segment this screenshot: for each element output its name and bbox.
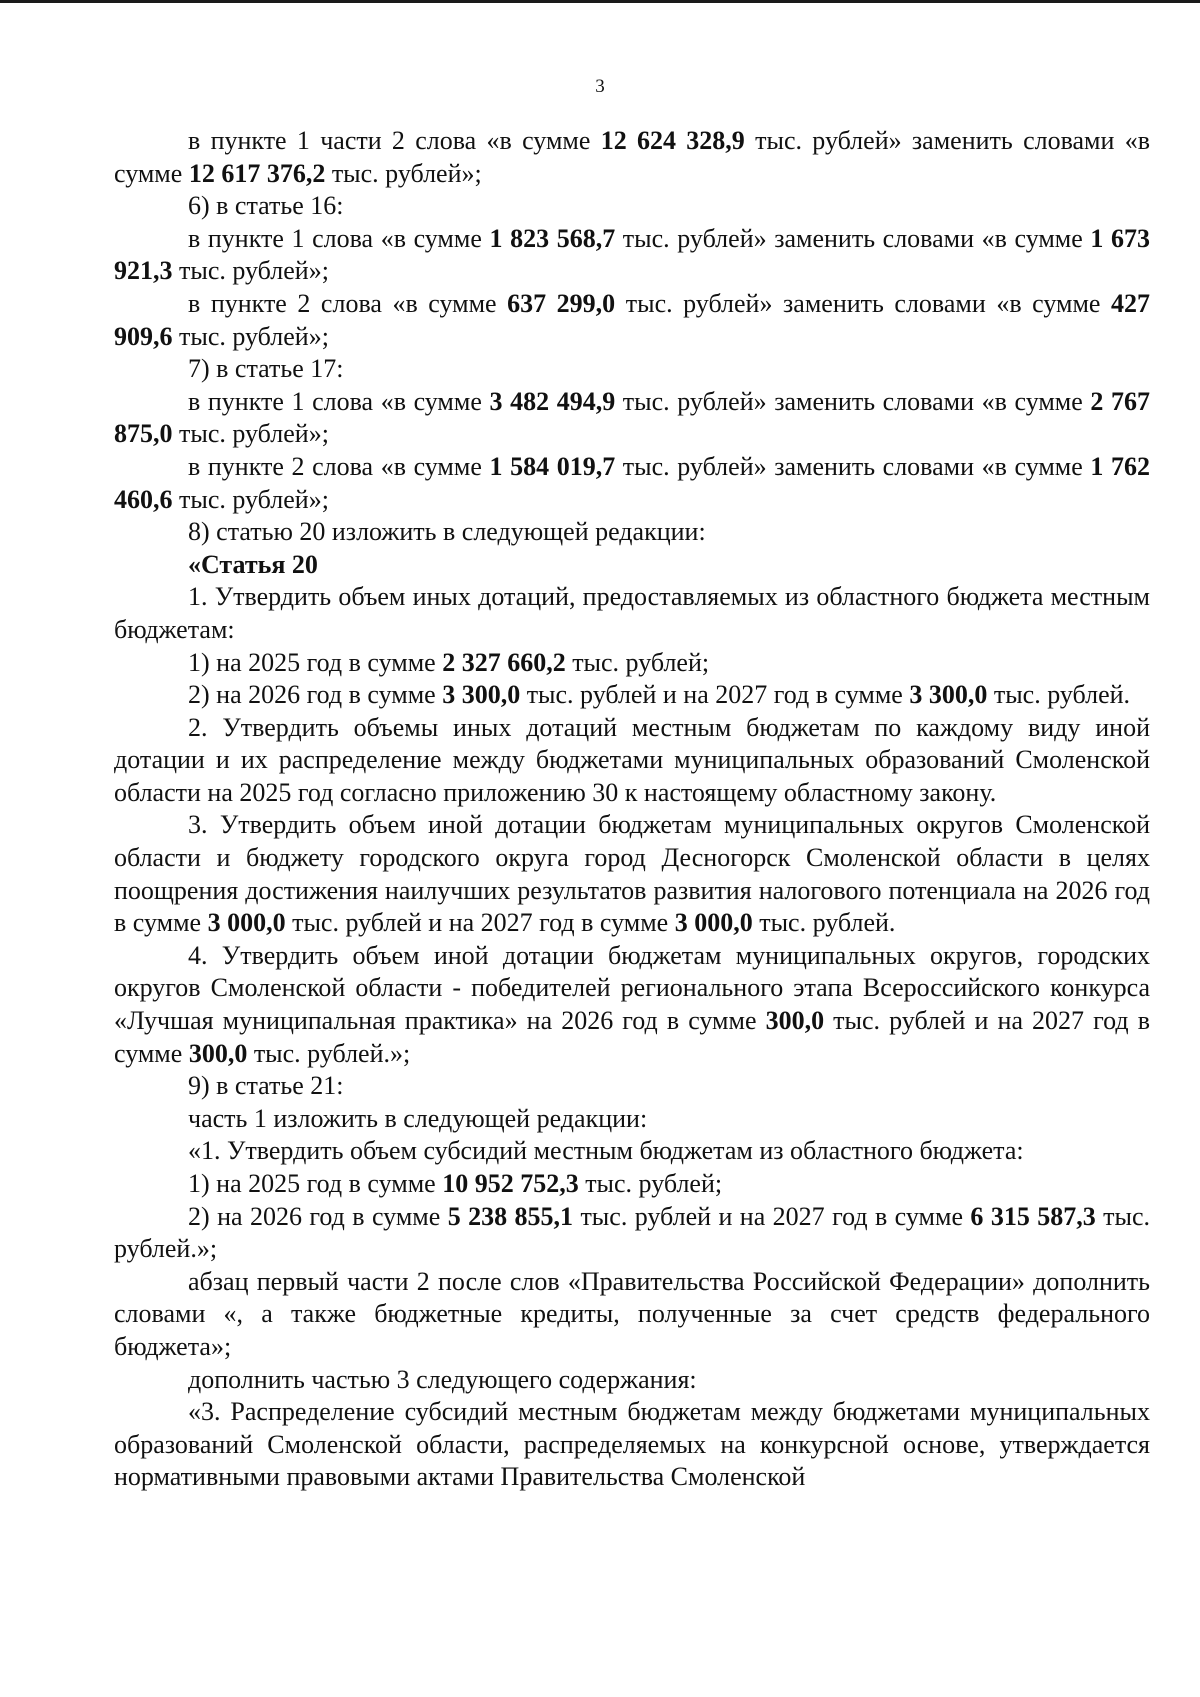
text-run: 2) на 2026 год в сумме — [188, 1201, 448, 1231]
bold-amount: 427 909,6 — [114, 288, 1150, 351]
bold-amount: 3 300,0 — [442, 680, 521, 710]
paragraph — [114, 1364, 1150, 1397]
text-run: тыс. рублей. — [752, 908, 896, 938]
text-run: 7) в статье 17: — [188, 354, 344, 384]
text-run: дополнить частью 3 следующего содержания: — [188, 1364, 697, 1394]
text-run: 2) на 2026 год в сумме — [188, 680, 443, 710]
text-run: тыс. рублей и на 2027 год в сумме — [114, 1006, 1150, 1068]
bold-amount: 1 762 460,6 — [114, 451, 1151, 514]
document-body — [114, 125, 1150, 1494]
text-run: в пункте 2 слова «в сумме — [188, 288, 508, 318]
text-run: тыс. рублей; — [565, 647, 710, 677]
paragraph — [114, 940, 1150, 1070]
bold-amount: 1 584 019,7 — [489, 451, 616, 481]
paragraph — [114, 386, 1150, 451]
text-run: тыс. рублей» заменить словами «в сумме — [615, 386, 1091, 416]
paragraph — [114, 712, 1150, 810]
paragraph — [114, 125, 1150, 190]
paragraph — [114, 1135, 1150, 1168]
text-run: тыс. рублей»; — [172, 321, 329, 351]
paragraph — [114, 581, 1150, 646]
paragraph — [114, 288, 1150, 353]
text-run: 8) статью 20 изложить в следующей редакции: — [188, 517, 706, 547]
text-run: 3. Утвердить объем иной дотации бюджетам муниципальных округов Смоленской области и бюджету городского округа город Десногорск Смоленской области в целях поощрения достижения наилучших результатов развития налогового потенциала на 2026 год в сумме — [114, 810, 1150, 938]
text-run: 1) на 2025 год в сумме — [188, 1169, 443, 1198]
bold-amount: 12 617 376,2 — [188, 158, 326, 188]
paragraph — [114, 809, 1150, 939]
bold-amount: 637 299,0 — [507, 288, 616, 318]
text-run: «3. Распределение субсидий местным бюджетам между бюджетами муниципальных образований Смоленской области, распределяемых на конкурсной основе, утверждается нормативными правовыми актами Правительства Смоленской — [114, 1397, 1150, 1492]
bold-amount: 2 327 660,2 — [442, 647, 566, 677]
text-run: «1. Утвердить объем субсидий местным бюджетам из областного бюджета: — [188, 1136, 1024, 1166]
paragraph — [114, 451, 1150, 516]
text-run: тыс. рублей и на 2027 год в сумме — [573, 1201, 971, 1231]
text-run: тыс. рублей» заменить словами «в сумме — [615, 451, 1091, 481]
text-run: тыс. рублей; — [578, 1169, 723, 1198]
text-run: в пункте 1 слова «в сумме — [188, 386, 490, 416]
text-run: 4. Утвердить объем иной дотации бюджетам муниципальных округов, городских округов Смоленской области - победителей регионального этапа Всероссийского конкурса «Лучшая муниципальная практика» на 2026 год в сумме — [114, 940, 1150, 1036]
text-run: тыс. рублей и на 2027 год в сумме — [520, 680, 910, 710]
text-run: часть 1 изложить в следующей редакции: — [188, 1103, 648, 1133]
text-run: тыс. рублей» заменить словами «в сумме — [615, 288, 1111, 318]
paragraph — [114, 1103, 1150, 1136]
text-run: тыс. рублей и на 2027 год в сумме — [285, 908, 675, 938]
bold-amount: 300,0 — [765, 1006, 825, 1036]
paragraph — [114, 1396, 1150, 1494]
paragraph — [114, 549, 1150, 582]
text-run: тыс. рублей»; — [172, 256, 329, 286]
page-number: 3 — [595, 76, 605, 97]
bold-amount: 1 823 568,7 — [489, 223, 616, 253]
text-run: 2. Утвердить объемы иных дотаций местным бюджетам по каждому виду иной дотации и их распределение между бюджетами муниципальных образований Смоленской области на 2025 год согласно приложению 30 к настоящему областному закону. — [114, 712, 1150, 807]
paragraph — [114, 1070, 1150, 1103]
bold-amount: 6 315 587,3 — [970, 1201, 1096, 1231]
paragraph — [114, 647, 1150, 680]
text-run: в пункте 1 слова «в сумме — [188, 223, 490, 253]
bold-amount: 3 000,0 — [674, 908, 753, 938]
text-run: 1) на 2025 год в сумме — [188, 647, 443, 677]
scan-top-edge — [0, 0, 1200, 3]
text-run: тыс. рублей» заменить словами «в сумме — [615, 223, 1091, 253]
bold-amount: 3 000,0 — [207, 908, 286, 938]
paragraph — [114, 1201, 1150, 1266]
paragraph — [114, 516, 1150, 549]
paragraph — [114, 223, 1150, 288]
bold-amount: «Статья 20 — [188, 549, 318, 579]
text-run: в пункте 2 слова «в сумме — [188, 451, 490, 481]
text-run: тыс. рублей»; — [172, 419, 329, 449]
text-run: 9) в статье 21: — [188, 1071, 344, 1101]
bold-amount: 3 482 494,9 — [489, 386, 616, 416]
text-run: тыс. рублей. — [987, 680, 1131, 710]
paragraph — [114, 190, 1150, 223]
text-run: 1. Утвердить объем иных дотаций, предоставляемых из областного бюджета местным бюджетам: — [114, 582, 1150, 644]
paragraph — [114, 1168, 1150, 1201]
text-run: тыс. рублей.»; — [247, 1038, 411, 1068]
bold-amount: 12 624 328,9 — [600, 126, 745, 155]
bold-amount: 2 767 875,0 — [114, 386, 1151, 449]
text-run: в пункте 1 части 2 слова «в сумме — [188, 126, 601, 155]
text-run: тыс. рублей» заменить словами «в сумме — [114, 126, 1150, 188]
text-run: тыс. рублей»; — [172, 484, 329, 514]
text-run: тыс. рублей»; — [325, 158, 482, 188]
paragraph — [114, 1266, 1150, 1364]
text-run: 6) в статье 16: — [188, 191, 344, 221]
bold-amount: 3 300,0 — [909, 680, 988, 710]
text-run: тыс. рублей.»; — [114, 1201, 1151, 1264]
paragraph — [114, 353, 1150, 386]
bold-amount: 1 673 921,3 — [114, 223, 1151, 286]
bold-amount: 5 238 855,1 — [447, 1201, 574, 1231]
bold-amount: 10 952 752,3 — [442, 1169, 579, 1198]
paragraph — [114, 679, 1150, 712]
bold-amount: 300,0 — [188, 1038, 248, 1068]
text-run: абзац первый части 2 после слов «Правительства Российской Федерации» дополнить словами «, а также бюджетные кредиты, полученные за счет средств федерального бюджета»; — [114, 1266, 1150, 1361]
